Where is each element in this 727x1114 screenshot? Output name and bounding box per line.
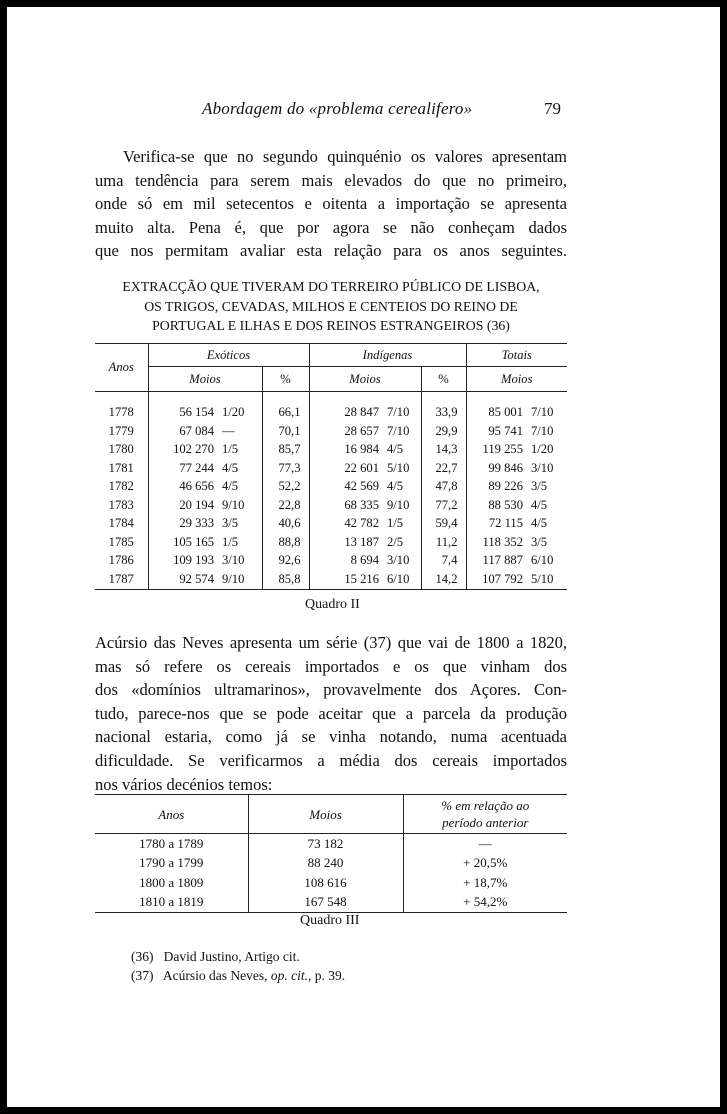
text-line: mas só refere os cereais importados e os que vinham dos: [95, 656, 567, 676]
cell-tot-moios: 72 115: [466, 515, 527, 534]
cell-in-pct: 7,4: [421, 552, 466, 571]
cell-ex-moios: 77 244: [148, 459, 218, 478]
cell-ano: 1782: [108, 479, 134, 494]
cell-in-pct: 59,4: [421, 515, 466, 534]
cell-ex-pct: 70,1: [262, 422, 309, 441]
cell-in-pct: 47,8: [421, 478, 466, 497]
cell-in-moios: 13 187: [309, 533, 383, 552]
sub-header-pct: %: [262, 367, 309, 392]
cell-tot-frac: 1/20: [531, 442, 554, 457]
cell-tot-moios: 117 887: [466, 552, 527, 571]
running-title: Abordagem do «problema cerealifero»: [202, 99, 473, 118]
cell-ex-moios: 92 574: [148, 570, 218, 589]
text-line: dos «domínios ultramarinos», provavelmente dos Açores. Con-: [95, 680, 567, 700]
document-page: [7, 7, 720, 1107]
quadro-iii-table: [95, 794, 567, 913]
paragraph-1: [95, 145, 567, 263]
cell-ex-frac: 1/5: [222, 442, 239, 457]
cell-ex-pct: 85,7: [262, 441, 309, 460]
cell-in-pct: 14,2: [421, 570, 466, 589]
sub-header-moios: Moios: [148, 367, 262, 392]
col-header-anos: Anos: [95, 795, 248, 834]
cell-tot-moios: 119 255: [466, 441, 527, 460]
cell-tot-frac: 4/5: [531, 516, 548, 531]
text-line: que nos permitam avaliar esta relação para os anos seguintes.: [95, 241, 567, 261]
cell-ano: 1785: [108, 534, 134, 549]
cell-in-pct: 77,2: [421, 496, 466, 515]
cell-ex-pct: 52,2: [262, 478, 309, 497]
sub-header-moios: Moios: [466, 367, 567, 392]
table-row: [95, 873, 567, 893]
cell-in-pct: 14,3: [421, 441, 466, 460]
cell-in-pct: 33,9: [421, 404, 466, 423]
cell-ex-moios: 56 154: [148, 404, 218, 423]
table-row: [95, 404, 567, 423]
table-row: [95, 893, 567, 913]
cell-ex-moios: 109 193: [148, 552, 218, 571]
cell-anos: 1810 a 1819: [95, 893, 248, 913]
cell-tot-frac: 3/5: [531, 479, 548, 494]
quadro-ii-table: [95, 343, 567, 590]
cell-moios: 167 548: [248, 893, 403, 913]
col-header-moios: Moios: [248, 795, 403, 834]
cell-rel: + 18,7%: [403, 873, 567, 893]
sub-header-pct: %: [421, 367, 466, 392]
cell-ex-pct: 40,6: [262, 515, 309, 534]
cell-ano: 1787: [95, 570, 148, 589]
cell-anos: 1800 a 1809: [139, 874, 204, 890]
cell-in-moios: 42 569: [309, 478, 383, 497]
cell-ano: 1778: [108, 405, 134, 420]
cell-tot-moios: 118 352: [466, 533, 527, 552]
cell-ex-frac: 1/5: [222, 534, 239, 549]
table-2-title: [95, 277, 567, 336]
footnote-text: Acúrsio das Neves,: [162, 968, 271, 983]
footnote-37: [131, 966, 345, 985]
text-line: onde só em mil setecentos e oitenta a importação se apresenta: [95, 194, 567, 214]
cell-tot-frac: 6/10: [531, 553, 554, 568]
cell-tot-frac: 7/10: [531, 405, 554, 420]
cell-ex-pct: 66,1: [262, 404, 309, 423]
text-line: Acúrsio das Neves apresenta um série (37) que vai de 1800 a 1820,: [95, 633, 567, 652]
cell-ex-pct: 22,8: [262, 496, 309, 515]
cell-rel: + 54,2%: [403, 893, 567, 913]
table-caption: Quadro II: [305, 597, 360, 612]
cell-tot-frac: 4/5: [531, 497, 548, 512]
cell-tot-frac: 3/10: [531, 460, 554, 475]
footnote-36: [131, 947, 300, 966]
cell-moios: 108 616: [248, 873, 403, 893]
table-caption: Quadro III: [300, 913, 360, 928]
col-header-relacao: [403, 795, 567, 834]
table-row: [95, 441, 567, 460]
table-row: [95, 570, 567, 589]
text-line: muito alta. Pena é, que por agora se não conheçam dados: [95, 217, 567, 237]
footnote-number: (36): [131, 949, 154, 964]
cell-in-pct: 29,9: [421, 422, 466, 441]
cell-in-moios: 28 847: [309, 404, 383, 423]
cell-in-moios: 68 335: [309, 496, 383, 515]
cell-ex-moios: 46 656: [148, 478, 218, 497]
cell-ex-moios: 29 333: [148, 515, 218, 534]
text-line: nacional estaria, como já se vinha notando, numa acentuada: [95, 727, 567, 747]
table-row: [95, 854, 567, 874]
cell-ex-moios: 102 270: [148, 441, 218, 460]
cell-ano: 1780: [108, 442, 134, 457]
cell-in-frac: 2/5: [387, 534, 404, 549]
cell-in-pct: 22,7: [421, 459, 466, 478]
cell-anos: 1780 a 1789: [139, 835, 204, 851]
cell-in-frac: 5/10: [387, 460, 410, 475]
table-row: [95, 478, 567, 497]
table-row: [95, 496, 567, 515]
cell-tot-moios: 85 001: [466, 404, 527, 423]
header-line: % em relação ao: [441, 798, 530, 813]
cell-in-moios: 15 216: [309, 570, 383, 589]
cell-in-frac: 6/10: [383, 570, 421, 589]
table-row: [95, 552, 567, 571]
cell-ex-frac: 3/5: [222, 516, 239, 531]
cell-tot-moios: 99 846: [466, 459, 527, 478]
table-row: [95, 533, 567, 552]
group-header-indigenas: Indígenas: [309, 344, 466, 367]
table-row: [95, 459, 567, 478]
cell-ano: 1779: [108, 423, 134, 438]
header-line: período anterior: [442, 815, 529, 830]
cell-in-moios: 42 782: [309, 515, 383, 534]
text-line: nos vários decénios temos:: [95, 774, 273, 794]
cell-ano: 1783: [108, 497, 134, 512]
cell-tot-moios: 88 530: [466, 496, 527, 515]
cell-ex-frac: —: [222, 423, 235, 438]
cell-in-frac: 4/5: [387, 442, 404, 457]
cell-ex-frac: 4/5: [222, 460, 239, 475]
cell-in-frac: 3/10: [387, 553, 410, 568]
sub-header-moios: Moios: [309, 367, 421, 392]
page-number: 79: [544, 99, 561, 118]
cell-tot-frac: 5/10: [527, 570, 567, 589]
cell-in-frac: 7/10: [387, 405, 410, 420]
cell-ex-moios: 105 165: [148, 533, 218, 552]
table-row: [95, 515, 567, 534]
cell-in-pct: 11,2: [421, 533, 466, 552]
col-header-anos: Anos: [95, 344, 148, 392]
cell-ex-pct: 92,6: [262, 552, 309, 571]
footnote-text: David Justino, Artigo cit.: [163, 949, 300, 964]
cell-in-moios: 8 694: [309, 552, 383, 571]
cell-in-frac: 4/5: [387, 479, 404, 494]
cell-ex-frac: 1/20: [222, 405, 245, 420]
cell-in-moios: 28 657: [309, 422, 383, 441]
cell-ex-frac: 4/5: [222, 479, 239, 494]
cell-tot-moios: 89 226: [466, 478, 527, 497]
footnote-number: (37): [131, 968, 154, 983]
cell-ano: 1784: [108, 516, 134, 531]
cell-tot-frac: 3/5: [531, 534, 548, 549]
cell-ex-moios: 20 194: [148, 496, 218, 515]
cell-in-frac: 7/10: [387, 423, 410, 438]
text-line: dificuldade. Se verificarmos a média dos cereais importados: [95, 750, 567, 770]
cell-ex-pct: 77,3: [262, 459, 309, 478]
running-header: [7, 99, 720, 121]
paragraph-2: [95, 631, 567, 796]
cell-in-frac: 9/10: [387, 497, 410, 512]
cell-ex-frac: 3/10: [222, 553, 245, 568]
table-row: [95, 422, 567, 441]
cell-in-frac: 1/5: [387, 516, 404, 531]
cell-tot-moios: 107 792: [466, 570, 527, 589]
cell-ano: 1786: [108, 553, 134, 568]
cell-ex-moios: 67 084: [148, 422, 218, 441]
cell-tot-frac: 7/10: [531, 423, 554, 438]
cell-moios: 73 182: [248, 834, 403, 854]
cell-rel: + 20,5%: [403, 854, 567, 874]
cell-ex-pct: 85,8: [262, 570, 309, 589]
footnote-italic: op. cit.: [270, 968, 308, 983]
title-line: OS TRIGOS, CEVADAS, MILHOS E CENTEIOS DO REINO DE: [144, 298, 518, 314]
footnote-text: , p. 39.: [308, 968, 346, 983]
text-line: tudo, parece-nos que se pode aceitar que a parcela da produção: [95, 703, 567, 723]
table-row: [95, 834, 567, 854]
cell-ex-frac: 9/10: [218, 570, 262, 589]
group-header-totais: Totais: [466, 344, 567, 367]
cell-anos: 1790 a 1799: [139, 855, 204, 871]
title-line: EXTRACÇÃO QUE TIVERAM DO TERREIRO PÚBLICO DE LISBOA,: [122, 279, 540, 294]
cell-moios: 88 240: [248, 854, 403, 874]
cell-ano: 1781: [108, 460, 134, 475]
cell-tot-moios: 95 741: [466, 422, 527, 441]
cell-in-moios: 22 601: [309, 459, 383, 478]
cell-rel: —: [403, 834, 567, 854]
cell-in-moios: 16 984: [309, 441, 383, 460]
title-line: PORTUGAL E ILHAS E DOS REINOS ESTRANGEIROS (36): [152, 318, 510, 333]
cell-ex-pct: 88,8: [262, 533, 309, 552]
text-line: Verifica-se que no segundo quinquénio os valores apresentam: [123, 147, 567, 166]
group-header-exoticos: Exóticos: [148, 344, 309, 367]
text-line: uma tendência para serem mais elevados do que no primeiro,: [95, 170, 567, 190]
cell-ex-frac: 9/10: [222, 497, 245, 512]
